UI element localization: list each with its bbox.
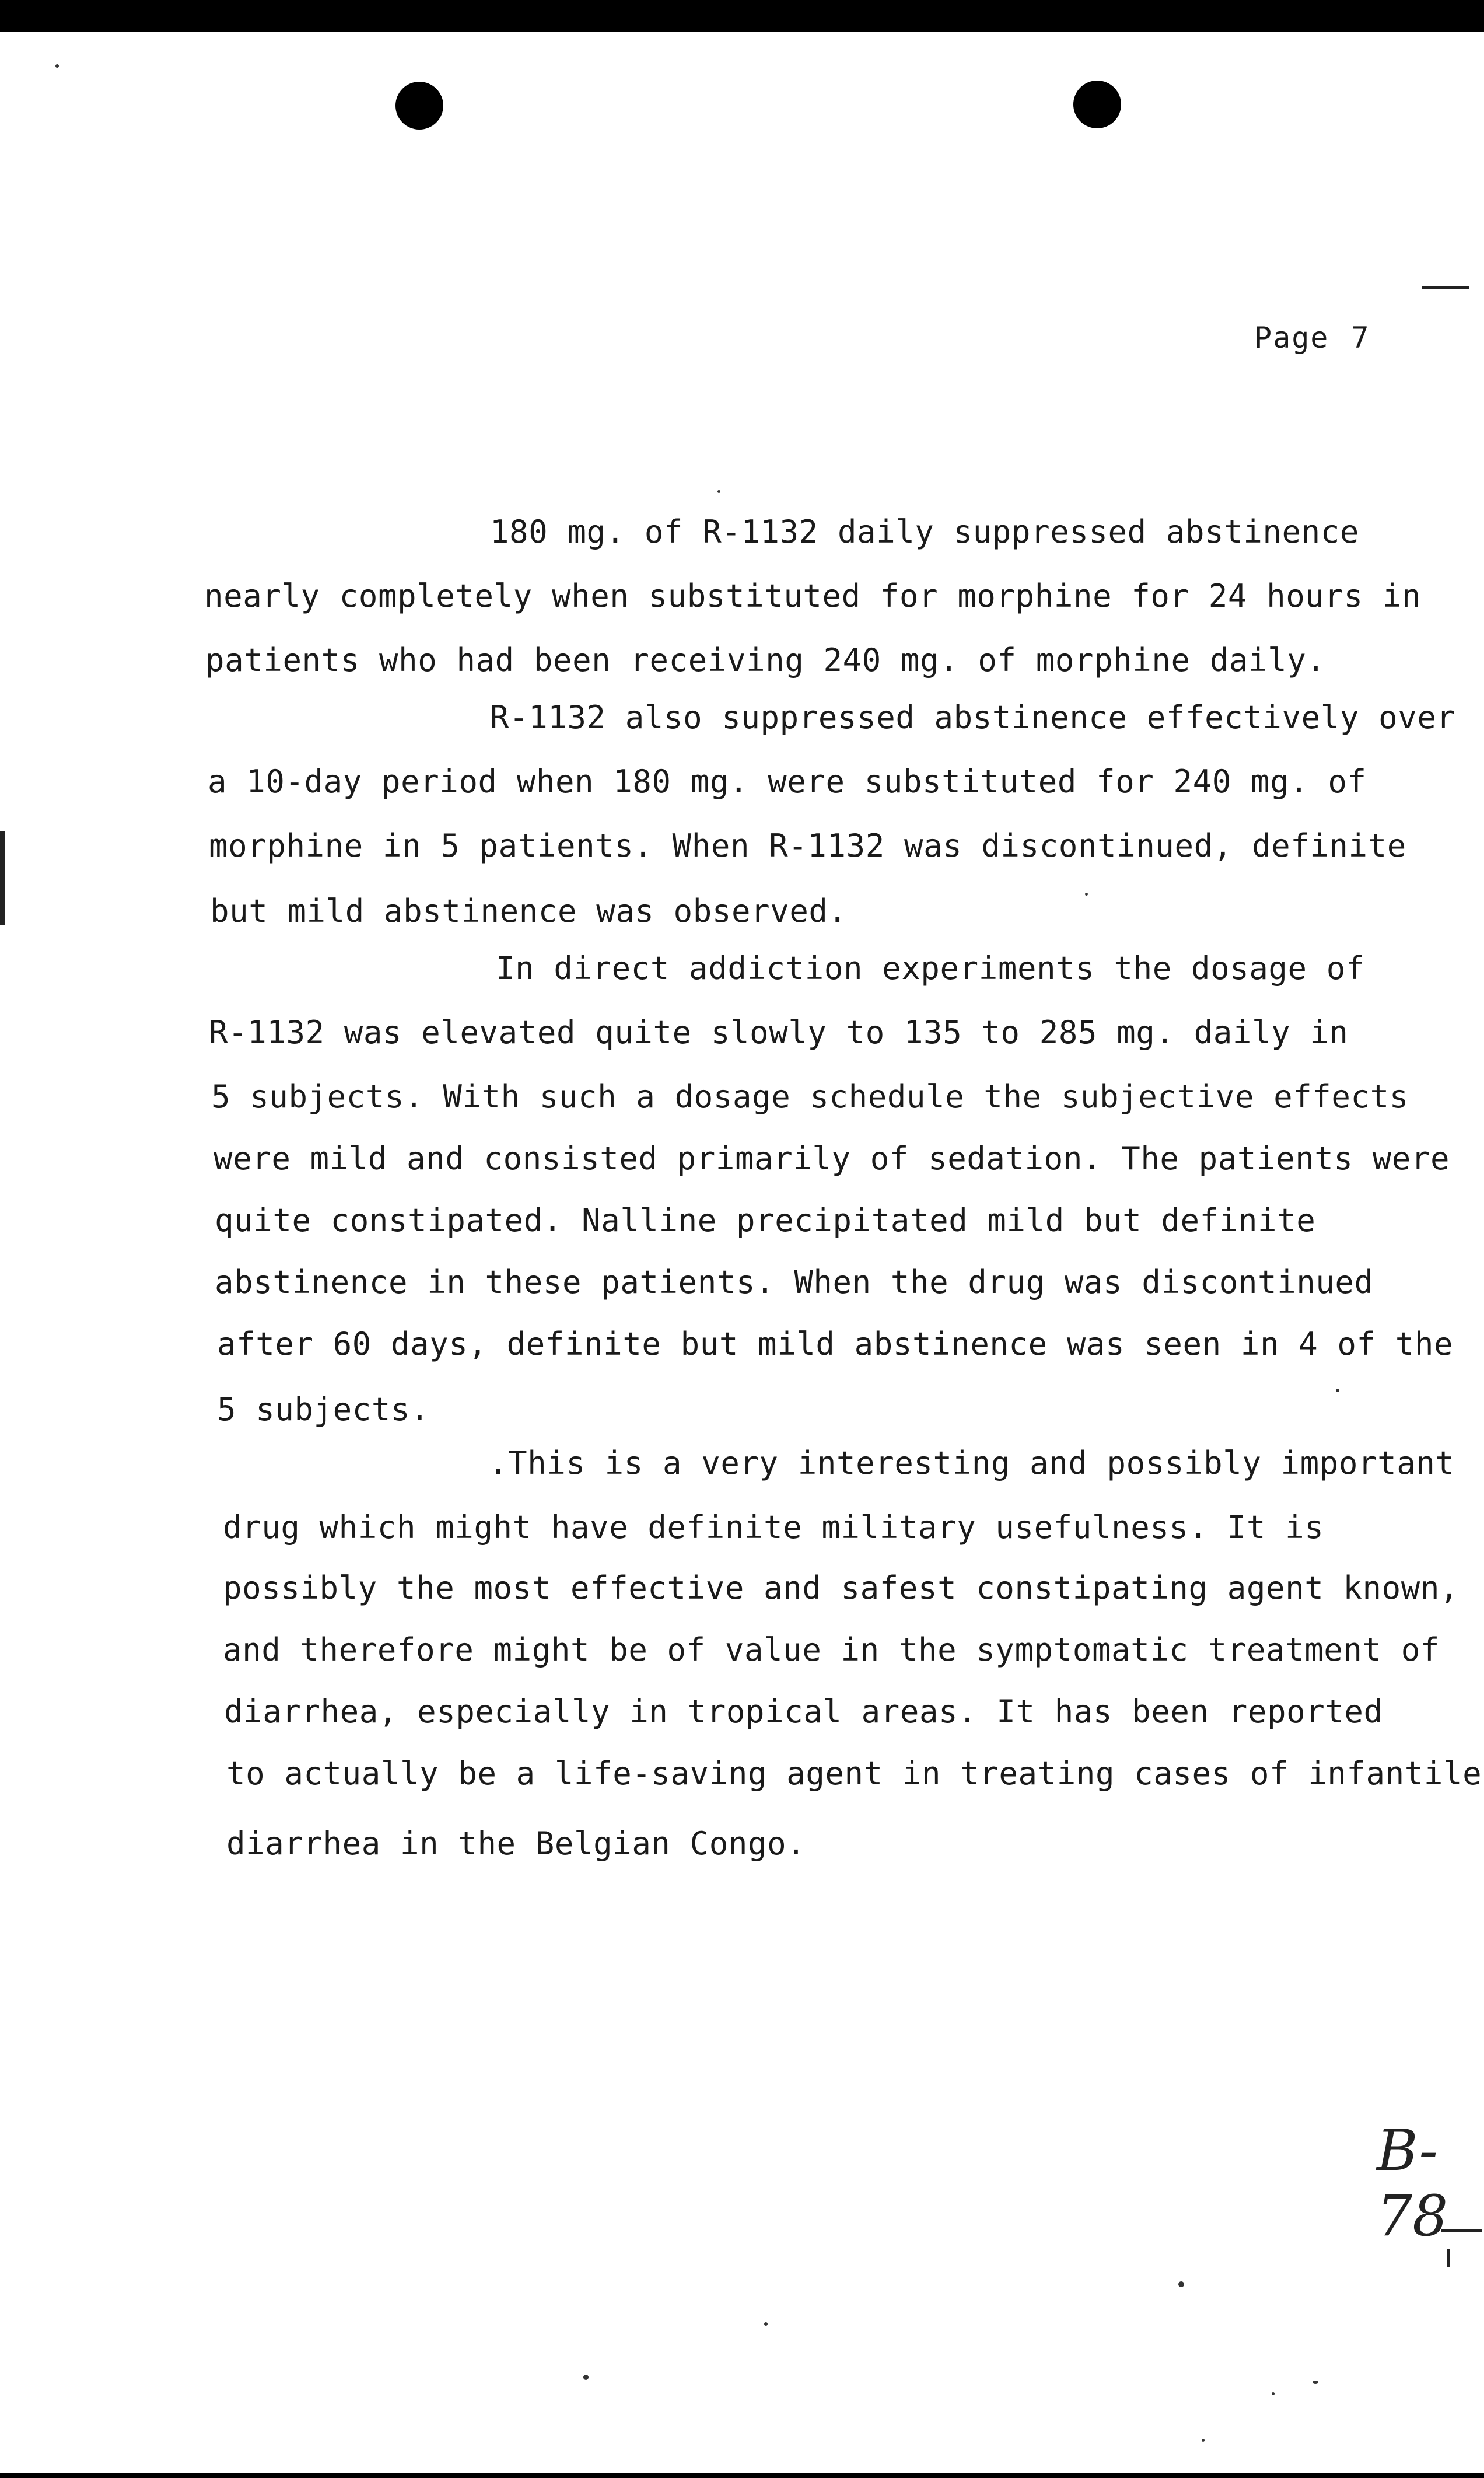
- speck: [1202, 2439, 1205, 2442]
- speck: [583, 2375, 589, 2380]
- scan-top-border: [0, 0, 1484, 32]
- body-line: 5 subjects.: [217, 1391, 430, 1428]
- page-number: [1254, 321, 1392, 355]
- punch-hole-right: [1073, 81, 1121, 128]
- body-line: .This is a very interesting and possibly important: [489, 1445, 1455, 1481]
- body-line: abstinence in these patients. When the drug was discontinued: [215, 1264, 1374, 1301]
- body-line: but mild abstinence was observed.: [210, 893, 848, 929]
- body-line: In direct addiction experiments the dosage of: [496, 950, 1365, 987]
- body-line: were mild and consisted primarily of sedation. The patients were: [214, 1140, 1450, 1177]
- speck: [1178, 2281, 1184, 2287]
- speck: [764, 2322, 768, 2326]
- body-line: R-1132 also suppressed abstinence effectively over: [490, 699, 1456, 736]
- speck: [1085, 893, 1088, 896]
- speck: [718, 490, 720, 493]
- body-line: R-1132 was elevated quite slowly to 135 to 285 mg. daily in: [209, 1014, 1349, 1051]
- page-number-value: 7: [1351, 321, 1370, 355]
- body-line: diarrhea, especially in tropical areas. It has been reported: [224, 1693, 1383, 1730]
- body-line: quite constipated. Nalline precipitated mild but definite: [215, 1202, 1316, 1239]
- margin-mark: [0, 831, 5, 925]
- speck: [1272, 2392, 1275, 2395]
- page-label: Page: [1254, 321, 1329, 355]
- body-line: possibly the most effective and safest constipating agent known,: [223, 1570, 1460, 1606]
- body-line: to actually be a life-saving agent in treating cases of infantile: [226, 1755, 1482, 1792]
- body-line: morphine in 5 patients. When R-1132 was discontinued, definite: [209, 827, 1406, 864]
- punch-hole-left: [396, 82, 443, 130]
- body-line: patients who had been receiving 240 mg. of morphine daily.: [205, 642, 1326, 679]
- speck: [55, 64, 59, 68]
- scan-bottom-border: [0, 2473, 1484, 2478]
- body-line: diarrhea in the Belgian Congo.: [226, 1825, 806, 1862]
- body-line: and therefore might be of value in the symptomatic treatment of: [223, 1631, 1440, 1668]
- body-line: a 10-day period when 180 mg. were substituted for 240 mg. of: [208, 763, 1367, 800]
- handwritten-document-code: B-78: [1377, 2118, 1448, 2249]
- body-line: nearly completely when substituted for morphine for 24 hours in: [204, 578, 1421, 614]
- body-line: after 60 days, definite but mild abstinence was seen in 4 of the: [217, 1326, 1454, 1362]
- speck: [1336, 1389, 1339, 1392]
- speck: [1312, 2381, 1318, 2384]
- body-line: 180 mg. of R-1132 daily suppressed abstinence: [490, 513, 1359, 550]
- margin-mark: [1422, 286, 1469, 289]
- body-line: drug which might have definite military usefulness. It is: [223, 1509, 1324, 1546]
- margin-mark: [1447, 2249, 1450, 2267]
- body-line: 5 subjects. With such a dosage schedule the subjective effects: [211, 1078, 1409, 1115]
